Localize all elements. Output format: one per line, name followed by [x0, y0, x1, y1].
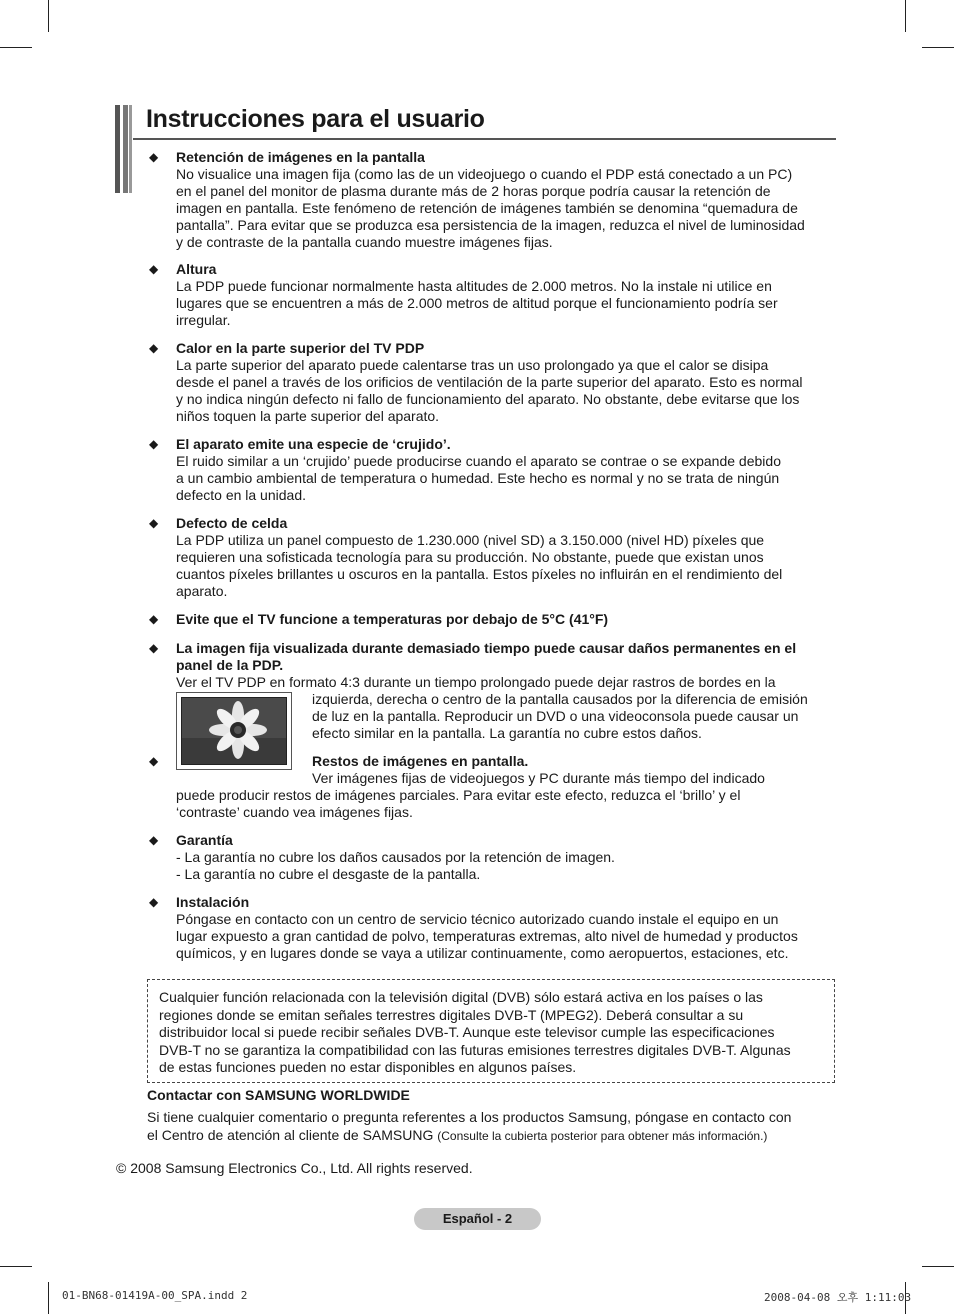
section-body	[176, 453, 781, 504]
text-line: de luz en la pantalla. Reproducir un DVD o una videoconsola puede causar un	[312, 708, 799, 724]
section-heading: Calor en la parte superior del TV PDP	[176, 340, 425, 356]
text-line: cuantos píxeles brillantes u oscuros en la pantalla. Estos píxeles no influirán en el rendimiento del	[176, 566, 783, 582]
section-body	[176, 787, 740, 821]
page-title: Instrucciones para el usuario	[146, 105, 485, 133]
text-line: de estas funciones pueden no estar disponibles en algunos países.	[159, 1059, 577, 1076]
text-line: regiones donde se emitan señales terrestres digitales DVB-T (MPEG2). Deberá consultar a su	[159, 1006, 744, 1023]
section-heading: Garantía	[176, 832, 233, 848]
text-line: ‘contraste’ cuando vea imágenes fijas.	[176, 804, 413, 820]
section-heading: Evite que el TV funcione a temperaturas por debajo de 5°C (41°F)	[176, 611, 609, 627]
section-body	[176, 849, 615, 883]
text-line: - La garantía no cubre el desgaste de la pantalla.	[176, 866, 481, 882]
crop-mark	[48, 1282, 49, 1314]
text-line: imagen en pantalla. Este fenómeno de retención de imágenes también se denomina “quemadura de	[176, 200, 798, 216]
text-line	[147, 1126, 791, 1145]
section-body	[176, 278, 778, 329]
text-line: DVB-T no se garantiza la compatibilidad con las futuras emisiones terrestres digitales DVB-T. Algunas	[159, 1041, 791, 1058]
bullet-icon: ◆	[149, 341, 159, 355]
bullet-icon: ◆	[149, 262, 159, 276]
bullet-icon: ◆	[149, 754, 159, 768]
bullet-icon: ◆	[149, 150, 159, 164]
text-line: Si tiene cualquier comentario o pregunta referentes a los productos Samsung, póngase en contacto con	[147, 1109, 792, 1125]
dvb-note-text	[159, 989, 791, 1077]
text-line: Ver imágenes fijas de videojuegos y PC durante más tiempo del indicado	[312, 770, 765, 786]
flower-icon	[182, 698, 286, 764]
text-line: La PDP puede funcionar normalmente hasta altitudes de 2.000 metros. No la instale ni utilice en	[176, 278, 772, 294]
text-line: requieren una sofisticada tecnología para su producción. No obstante, puede que existan unos	[176, 549, 764, 565]
contact-heading: Contactar con SAMSUNG WORLDWIDE	[147, 1087, 410, 1103]
text-line: niños toquen la parte superior del aparato.	[176, 408, 440, 424]
text-line: lugares que se encuentren a más de 2.000 metros de altitud porque el funcionamiento podría ser	[176, 295, 778, 311]
title-rule	[133, 138, 836, 140]
contact-text: el Centro de atención al cliente de SAMSUNG	[147, 1127, 438, 1143]
section-body	[176, 532, 782, 600]
text-line: aparato.	[176, 583, 228, 599]
footer-filename: 01-BN68-01419A-00_SPA.indd 2	[62, 1289, 248, 1302]
crop-mark	[0, 47, 32, 48]
crop-mark	[0, 1266, 32, 1267]
bullet-icon: ◆	[149, 833, 159, 847]
crop-mark	[922, 1266, 954, 1267]
bullet-icon: ◆	[149, 612, 159, 626]
text-line: distribuidor local si puede recibir señales DVB-T. Aunque este televisor cumple las especificaciones	[159, 1024, 775, 1041]
text-line: y no indica ningún defecto ni fallo de funcionamiento del aparato. No obstante, debe evitarse que los	[176, 391, 800, 407]
copyright-text: © 2008 Samsung Electronics Co., Ltd. All rights reserved.	[116, 1160, 473, 1176]
bullet-icon: ◆	[149, 437, 159, 451]
section-heading: Retención de imágenes en la pantalla	[176, 149, 425, 165]
text-line: La imagen fija visualizada durante demasiado tiempo puede causar daños permanentes en el	[176, 640, 797, 656]
section-heading: Altura	[176, 261, 217, 277]
contact-body	[147, 1108, 791, 1145]
text-line: defecto en la unidad.	[176, 487, 306, 503]
footer-timestamp: 2008-04-08 오후 1:11:03	[764, 1291, 912, 1304]
text-line: en el panel del monitor de plasma durante más de 2 horas porque podría causar la retención de	[176, 183, 771, 199]
crop-mark	[905, 0, 906, 32]
text-line: efecto similar en la pantalla. La garantía no cubre estos daños.	[312, 725, 702, 741]
dvb-note-box	[147, 979, 835, 1083]
text-line: No visualice una imagen fija (como las de un videojuego o cuando el PDP está conectado a un PC)	[176, 166, 793, 182]
text-line: Ver el TV PDP en formato 4:3 durante un tiempo prolongado puede dejar rastros de bordes en la	[176, 674, 776, 690]
title-decoration	[115, 105, 133, 193]
text-line: pantalla”. Para evitar que se produzca esa persistencia de la imagen, reduzca el nivel de luminosidad	[176, 217, 805, 233]
section-heading: Defecto de celda	[176, 515, 288, 531]
text-line: izquierda, derecha o centro de la pantalla causados por la diferencia de emisión	[312, 691, 808, 707]
crop-mark	[922, 47, 954, 48]
text-line: químicos, y en lugares donde se vaya a utilizar continuamente, como aeropuertos, estaciones, etc.	[176, 945, 789, 961]
text-line: lugar expuesto a gran cantidad de polvo, temperaturas extremas, alto nivel de humedad y productos	[176, 928, 798, 944]
text-line: y de contraste de la pantalla cuando muestre imágenes fijas.	[176, 234, 553, 250]
text-line: puede producir restos de imágenes parciales. Para evitar este efecto, reduzca el ‘brillo’ y el	[176, 787, 741, 803]
text-line: a un cambio ambiental de temperatura o humedad. Este hecho es normal y no se trata de ningún	[176, 470, 780, 486]
tv-flower-illustration	[176, 692, 292, 770]
page-number-badge: Español - 2	[414, 1208, 541, 1230]
bullet-icon: ◆	[149, 641, 159, 655]
bullet-icon: ◆	[149, 895, 159, 909]
section-heading: Restos de imágenes en pantalla.	[312, 753, 529, 769]
section-body	[176, 166, 805, 251]
section-body	[312, 691, 808, 742]
text-line: El ruido similar a un ‘crujido’ puede producirse cuando el aparato se contrae o se expande debido	[176, 453, 781, 469]
text-line: Póngase en contacto con un centro de servicio técnico autorizado cuando instale el equipo en un	[176, 911, 779, 927]
section-body	[176, 911, 798, 962]
text-line: La parte superior del aparato puede calentarse tras un uso prolongado ya que el calor se disipa	[176, 357, 769, 373]
text-line: irregular.	[176, 312, 231, 328]
text-line: La PDP utiliza un panel compuesto de 1.230.000 (nivel SD) a 3.150.000 (nivel HD) píxeles que	[176, 532, 765, 548]
section-heading	[176, 640, 796, 674]
contact-note: (Consulte la cubierta posterior para obtener más información.)	[437, 1129, 768, 1143]
section-heading: El aparato emite una especie de ‘crujido’.	[176, 436, 451, 452]
text-line: panel de la PDP.	[176, 657, 284, 673]
section-body	[176, 357, 802, 425]
crop-mark	[48, 0, 49, 32]
text-line: desde el panel a través de los orificios de ventilación de la parte superior del aparato. Esto es normal	[176, 374, 803, 390]
bullet-icon: ◆	[149, 516, 159, 530]
text-line: - La garantía no cubre los daños causados por la retención de imagen.	[176, 849, 615, 865]
text-line: Cualquier función relacionada con la televisión digital (DVB) sólo estará activa en los países o las	[159, 989, 763, 1005]
section-heading: Instalación	[176, 894, 250, 910]
